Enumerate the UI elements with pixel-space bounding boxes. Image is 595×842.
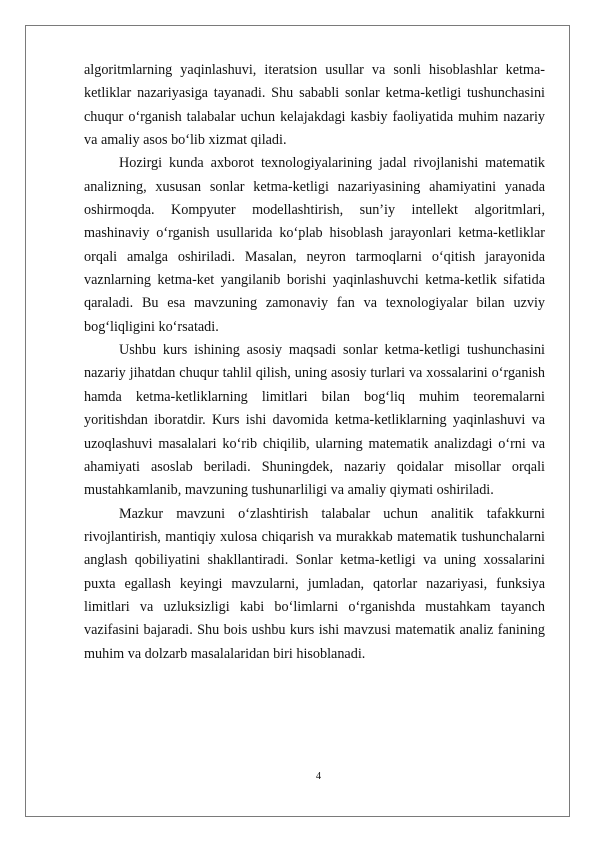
paragraph-it-development: Hozirgi kunda axborot texnologiyalarining jadal rivojlanishi matematik analizning, xususan sonlar ketma-ketligi nazariyasining ahamiyatini yanada oshirmoqda. Kompyuter modellashtirish, sun’iy intellekt algoritmlari, mashinaviy o‘rganish usullarida ko‘plab hisoblash jarayonlari ketma-ketliklar orqali amalga oshiriladi. Masalan, neyron tarmoqlarni o‘qitish jarayonida vaznlarning ketma-ket yangilanib borishi yaqinlashuvchi ketma-ketlik sifatida qaraladi. Bu esa mavzuning zamonaviy fan va texnologiyalar bilan uzviy bog‘liqligini ko‘rsatadi. bbox=[84, 155, 545, 335]
paragraph-importance: Mazkur mavzuni o‘zlashtirish talabalar uchun analitik tafakkurni rivojlantirish, mantiqiy xulosa chiqarish va murakkab matematik tushunchalarni anglash qobiliyatini shakllantiradi. Sonlar ketma-ketligi va uning xossalarini puxta egallash keyingi mavzularni, jumladan, qatorlar nazariyasi, funksiya limitlari va uzluksizligi kabi bo‘limlarni o‘rganishda mustahkam tayanch vazifasini bajaradi. Shu bois ushbu kurs ishi mavzusi matematik analiz fanining muhim va dolzarb masalalaridan biri hisoblanadi. bbox=[84, 505, 545, 662]
page-number: 4 bbox=[315, 771, 322, 782]
document-body bbox=[84, 59, 545, 666]
paragraph-continuation: algoritmlarning yaqinlashuvi, iteratsion usullar va sonli hisoblashlar ketma-ketliklar nazariyasiga tayanadi. Shu sababli sonlar ketma-ketligi tushunchasini chuqur o‘rganish talabalar uchun kelajakdagi kasbiy faoliyatida muhim nazariy va amaliy asos bo‘lib xizmat qiladi. bbox=[84, 62, 545, 149]
paragraph-course-goal: Ushbu kurs ishining asosiy maqsadi sonlar ketma-ketligi tushunchasini nazariy jihatdan chuqur tahlil qilish, uning asosiy turlari va xossalarini o‘rganish hamda ketma-ketliklarning limitlari bilan bog‘liq muhim teoremalarni yoritishdan iboratdir. Kurs ishi davomida ketma-ketliklarning yaqinlashuvi va uzoqlashuvi masalalari ko‘rib chiqilib, ularning matematik analizdagi o‘rni va ahamiyati asoslab beriladi. Shuningdek, nazariy qoidalar misollar orqali mustahkamlanib, mavzuning tushunarliligi va amaliy qiymati oshiriladi. bbox=[84, 342, 545, 499]
